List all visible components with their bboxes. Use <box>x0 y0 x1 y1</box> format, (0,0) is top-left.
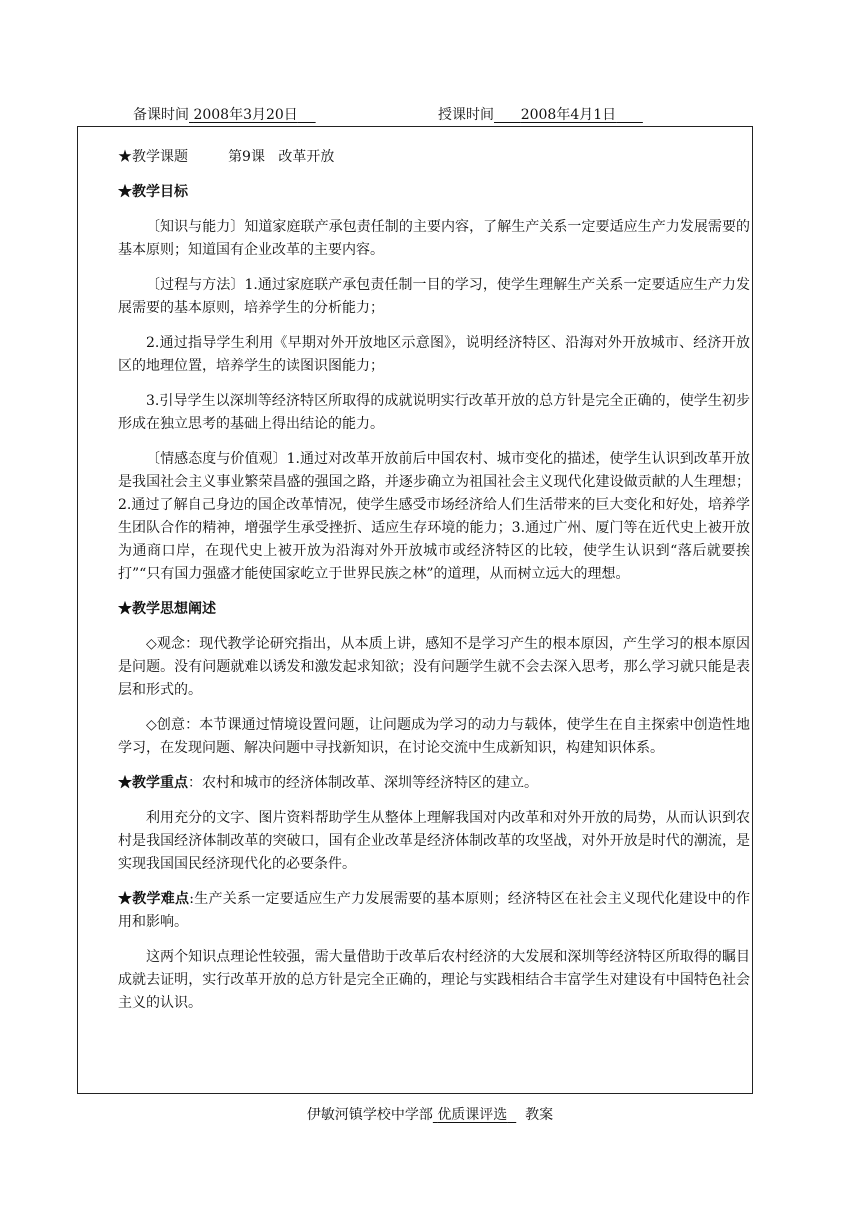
page-footer <box>0 1104 860 1126</box>
teach-date-label: 授课时间 <box>438 107 494 123</box>
prep-date-label: 备课时间 <box>133 107 189 123</box>
objective-process-3: 3.引导学生以深圳等经济特区所取得的成就说明实行改革开放的总方针是完全正确的，使学生初步形成在独立思考的基础上得出结论的能力。 <box>118 393 750 432</box>
objective-process-1: 〔过程与方法〕1.通过家庭联产承包责任制一目的学习，使学生理解生产关系一定要适应生产力发展需要的基本原则，培养学生的分析能力； <box>118 277 750 316</box>
difficulties-detail: 这两个知识点理论性较强，需大量借助于改革后农村经济的大发展和深圳等经济特区所取得的瞩目成就去证明，实行改革开放的总方针是完全正确的，理论与实践相结合丰富学生对建设有中国特色社会主义的认识。 <box>118 949 750 1011</box>
topic-label: ★教学课题 <box>118 149 188 165</box>
objective-process-2: 2.通过指导学生利用《早期对外开放地区示意图》，说明经济特区、沿海对外开放城市、经济开放区的地理位置，培养学生的读图识图能力； <box>118 335 750 374</box>
thinking-concept: ◇观念：现代教学论研究指出，从本质上讲，感知不是学习产生的根本原因，产生学习的根本原因是问题。没有问题就难以诱发和激发起求知欲；没有问题学生就不会去深入思考，那么学习就只能是表层和形式的。 <box>118 636 750 698</box>
thinking-heading: ★教学思想阐述 <box>118 601 216 617</box>
teach-date-value: 2008年4月1日 <box>520 107 617 123</box>
lesson-plan-body <box>118 146 750 1027</box>
lesson-title: 改革开放 <box>278 149 335 165</box>
footer-event: 优质课评选 <box>437 1107 508 1123</box>
key-points-label: ★教学重点 <box>118 775 188 791</box>
lesson-number: 第9课 <box>228 149 265 165</box>
topic-line <box>118 146 750 169</box>
prep-date-value: 2008年3月20日 <box>193 107 298 123</box>
objectives-heading: ★教学目标 <box>118 184 188 200</box>
key-points-line <box>118 772 750 795</box>
objective-emotion: 〔情感态度与价值观〕1.通过对改革开放前后中国农村、城市变化的描述，使学生认识到改革开放是我国社会主义事业繁荣昌盛的强国之路，并逐步确立为祖国社会主义现代化建设做贡献的人生理想；2.通过了解自己身边的国企改革情况，使学生感受市场经济给人们生活带来的巨大变化和好处，培养学生团队合作的精神，增强学生承受挫折、适应生存环境的能力；3.通过广州、厦门等在近代史上被开放为通商口岸，在现代史上被开放为沿海对外开放城市或经济特区的比较，使学生认识到“落后就要挨打”“只有国力强盛才能使国家屹立于世界民族之林”的道理，从而树立远大的理想。 <box>118 451 750 582</box>
key-points-detail: 利用充分的文字、图片资料帮助学生从整体上理解我国对内改革和对外开放的局势，从而认识到农村是我国经济体制改革的突破口，国有企业改革是经济体制改革的攻坚战，对外开放是时代的潮流，是实现我国国民经济现代化的必要条件。 <box>118 810 750 872</box>
difficulties-line <box>118 888 750 934</box>
objective-knowledge: 〔知识与能力〕知道家庭联产承包责任制的主要内容，了解生产关系一定要适应生产力发展需要的基本原则；知道国有企业改革的主要内容。 <box>118 219 750 258</box>
footer-suffix: 教案 <box>525 1107 554 1123</box>
footer-school: 伊敏河镇学校中学部 <box>306 1107 433 1123</box>
footer-event-wrap <box>433 1107 516 1123</box>
header-dates <box>133 104 733 126</box>
key-points-text: ：农村和城市的经济体制改革、深圳等经济特区的建立。 <box>188 775 538 791</box>
difficulties-label: ★教学难点 <box>118 891 190 907</box>
prep-date <box>133 104 316 126</box>
teach-date <box>438 104 643 126</box>
thinking-innovation: ◇创意：本节课通过情境设置问题，让问题成为学习的动力与载体，使学生在自主探索中创造性地学习，在发现问题、解决问题中寻找新知识，在讨论交流中生成新知识，构建知识体系。 <box>118 717 750 756</box>
difficulties-text: :生产关系一定要适应生产力发展需要的基本原则；经济特区在社会主义现代化建设中的作用和影响。 <box>118 891 751 930</box>
